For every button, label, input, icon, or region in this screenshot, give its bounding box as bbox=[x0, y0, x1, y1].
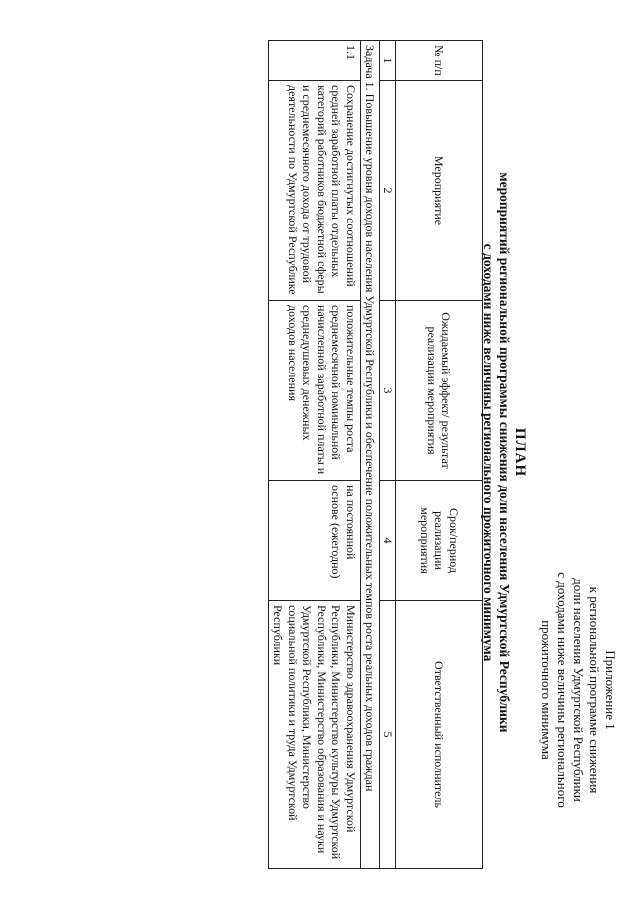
row-term: на постоянной основе (ежегодно) bbox=[269, 481, 361, 601]
column-number: 5 bbox=[380, 601, 396, 869]
row-number: 1.1 bbox=[269, 41, 361, 81]
row-effect: положительные темпы роста среднемесячной номинальной начисленной заработной платы и среднедушевых денежных доходов населения bbox=[269, 301, 361, 481]
table-header-row bbox=[396, 41, 483, 869]
plan-heading: ПЛАН bbox=[512, 427, 528, 478]
appendix-line: Приложение 1 bbox=[603, 650, 618, 730]
plan-title bbox=[480, 40, 528, 865]
table-row bbox=[269, 41, 361, 869]
column-header-number: № п/п bbox=[396, 41, 483, 81]
appendix-line: с доходами ниже величины регионального bbox=[555, 572, 570, 808]
plan-subtitle-line: с доходами ниже величины регионального прожиточного минимума bbox=[481, 243, 496, 662]
task-heading: Задача 1. Повышение уровня доходов населения Удмуртской Республики и обеспечение положительных темпов роста реальных доходов граждан bbox=[361, 41, 381, 869]
column-number: 4 bbox=[380, 481, 396, 601]
plan-table bbox=[268, 40, 483, 869]
appendix-note bbox=[538, 510, 618, 870]
column-number-row bbox=[380, 41, 396, 869]
appendix-line: прожиточного минимума bbox=[539, 620, 554, 760]
column-header-term: Срок/период реализации мероприятия bbox=[396, 481, 483, 601]
row-responsible: Министерство здравоохранения Удмуртской Республики, Министерство культуры Удмуртской Республики, Министерство образования и науки Удмуртской Республики, Министерство социальной политики и труда Удмуртской Республики bbox=[269, 601, 361, 869]
appendix-line: доли населения Удмуртской Республики bbox=[571, 578, 586, 802]
column-header-effect: Ожидаемый эффект/ результат реализации мероприятия bbox=[396, 301, 483, 481]
appendix-line: к региональной программе снижения bbox=[587, 586, 602, 794]
column-header-responsible: Ответственный исполнитель bbox=[396, 601, 483, 869]
row-activity: Сохранение достигнутых соотношений средней заработной платы отдельных категорий работников бюджетной сферы и среднемесячного дохода от трудовой деятельности по Удмуртской Республике bbox=[269, 81, 361, 301]
column-number: 1 bbox=[380, 41, 396, 81]
column-number: 2 bbox=[380, 81, 396, 301]
plan-subtitle-line: мероприятий региональной программы снижения доли населения Удмуртской Республики bbox=[497, 172, 512, 733]
task-row bbox=[361, 41, 381, 869]
column-number: 3 bbox=[380, 301, 396, 481]
column-header-activity: Мероприятие bbox=[396, 81, 483, 301]
